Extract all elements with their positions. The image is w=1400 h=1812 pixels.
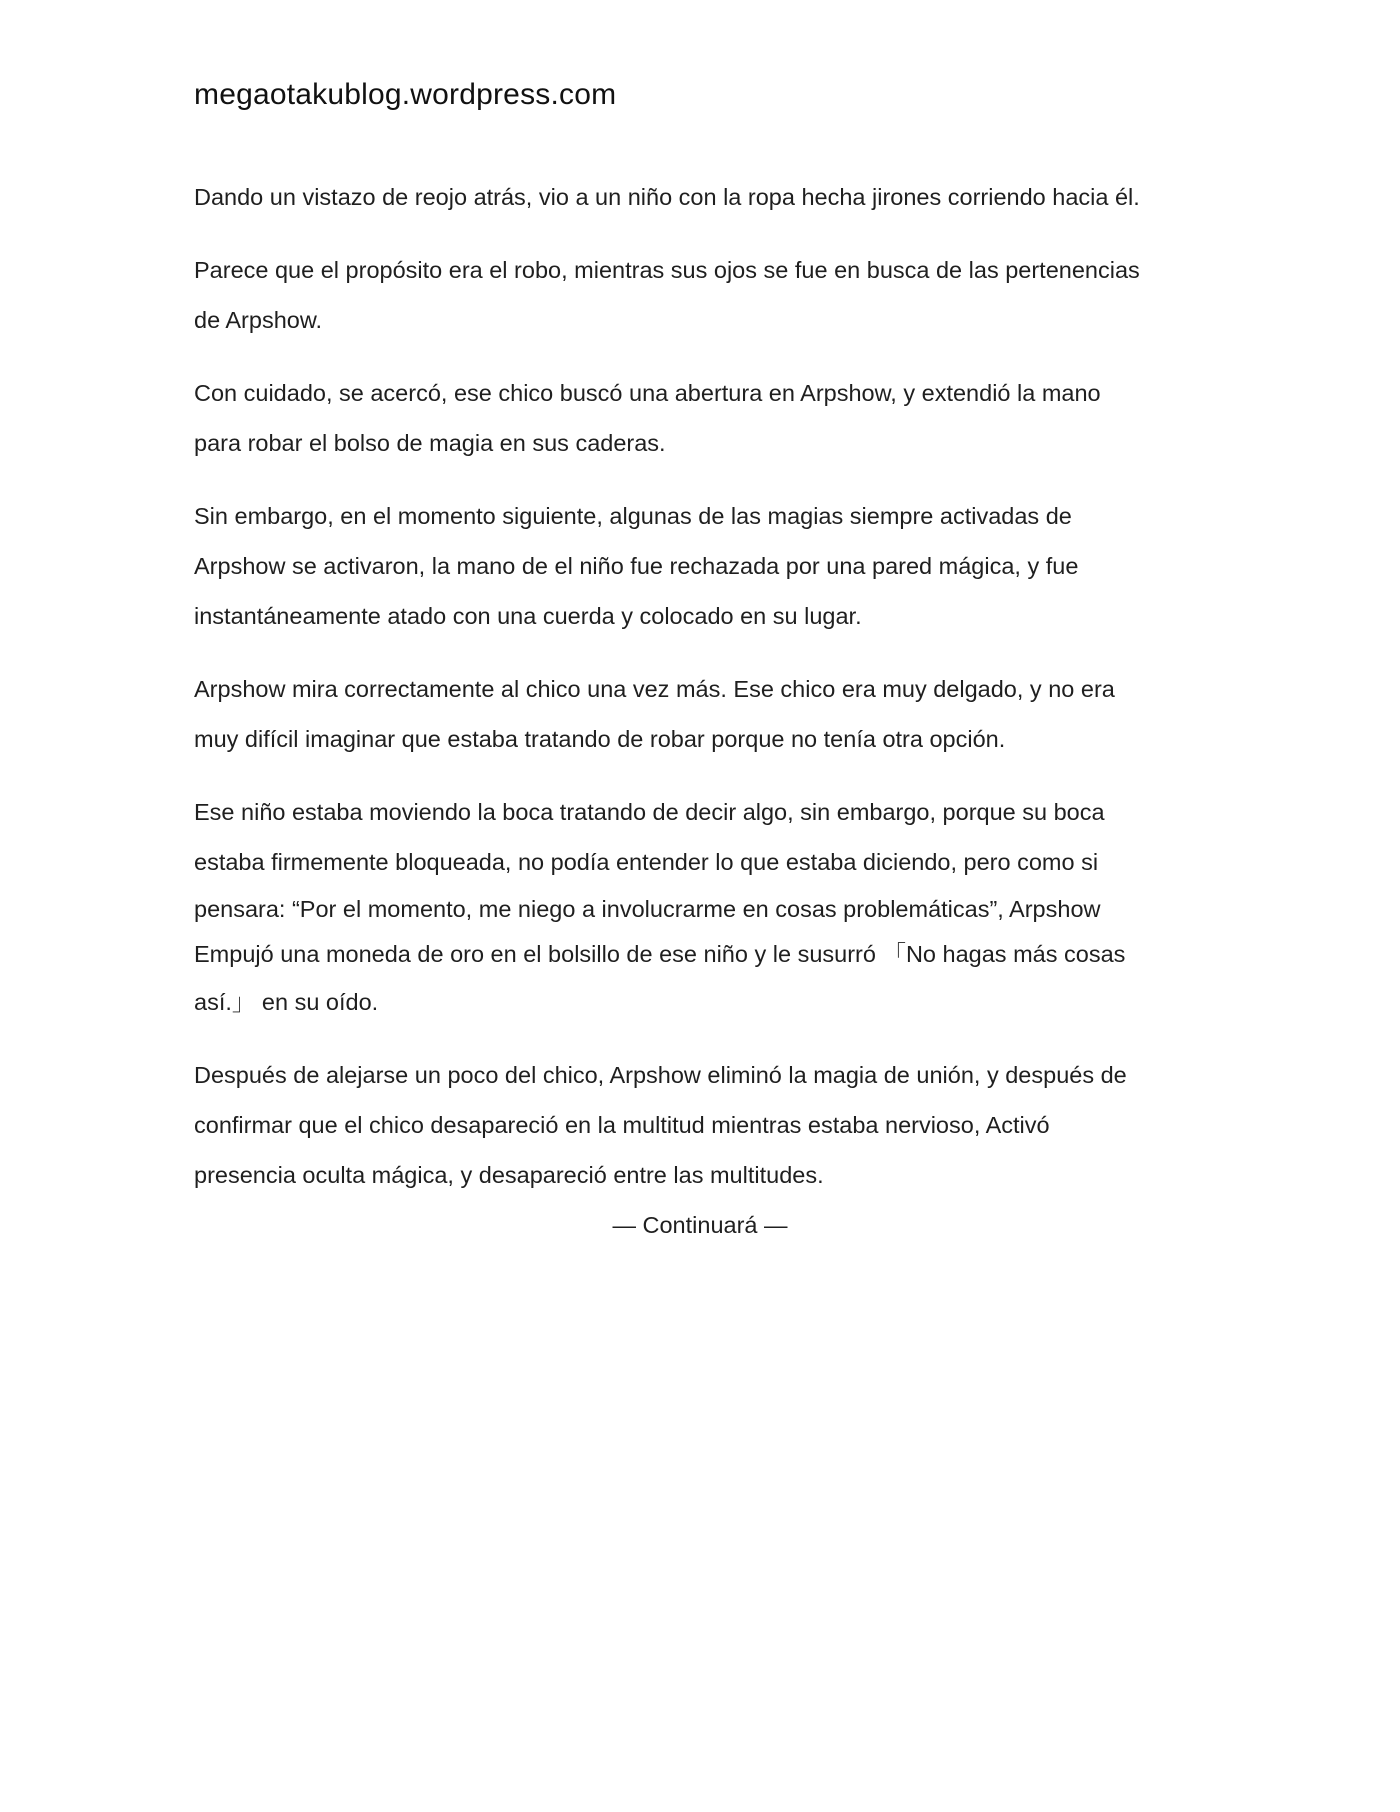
text-line: así.」 en su oído. [194,989,379,1015]
text-line: instantáneamente atado con una cuerda y colocado en su lugar. [194,603,862,629]
text-line: Arpshow mira correctamente al chico una vez más. Ese chico era muy delgado, y no era [194,676,1115,702]
text-line: Después de alejarse un poco del chico, Arpshow eliminó la magia de unión, y después de [194,1062,1127,1088]
to-be-continued: — Continuará — [612,1212,788,1238]
paragraph-7 [194,1050,1234,1200]
paragraph-1 [194,172,1234,222]
text-line: Dando un vistazo de reojo atrás, vio a un niño con la ropa hecha jirones corriendo hacia él. [194,184,1140,210]
text-line: Sin embargo, en el momento siguiente, algunas de las magias siempre activadas de [194,503,1072,529]
text-line: muy difícil imaginar que estaba tratando de robar porque no tenía otra opción. [194,726,1006,752]
text-line: confirmar que el chico desapareció en la multitud mientras estaba nervioso, Activó [194,1112,1050,1138]
paragraph-5 [194,664,1234,764]
text-line: estaba firmemente bloqueada, no podía entender lo que estaba diciendo, pero como si [194,849,1099,875]
text-line: Arpshow se activaron, la mano de el niño fue rechazada por una pared mágica, y fue [194,553,1079,579]
site-header: megaotakublog.wordpress.com [194,78,617,111]
paragraph-3 [194,368,1234,468]
story-body [194,172,1234,1223]
text-line: de Arpshow. [194,307,323,333]
text-line: Empujó una moneda de oro en el bolsillo de ese niño y le susurró 「No hagas más cosas [194,941,1126,967]
text-line: presencia oculta mágica, y desapareció entre las multitudes. [194,1162,824,1188]
paragraph-6 [194,787,1234,1027]
text-line: para robar el bolso de magia en sus caderas. [194,430,666,456]
text-line: Con cuidado, se acercó, ese chico buscó una abertura en Arpshow, y extendió la mano [194,380,1101,406]
text-line: Parece que el propósito era el robo, mientras sus ojos se fue en busca de las pertenencias [194,257,1140,283]
text-line: Ese niño estaba moviendo la boca tratando de decir algo, sin embargo, porque su boca [194,799,1105,825]
paragraph-2 [194,245,1234,345]
paragraph-4 [194,491,1234,641]
text-line: pensara: “Por el momento, me niego a involucrarme en cosas problemáticas”, Arpshow [194,896,1101,922]
